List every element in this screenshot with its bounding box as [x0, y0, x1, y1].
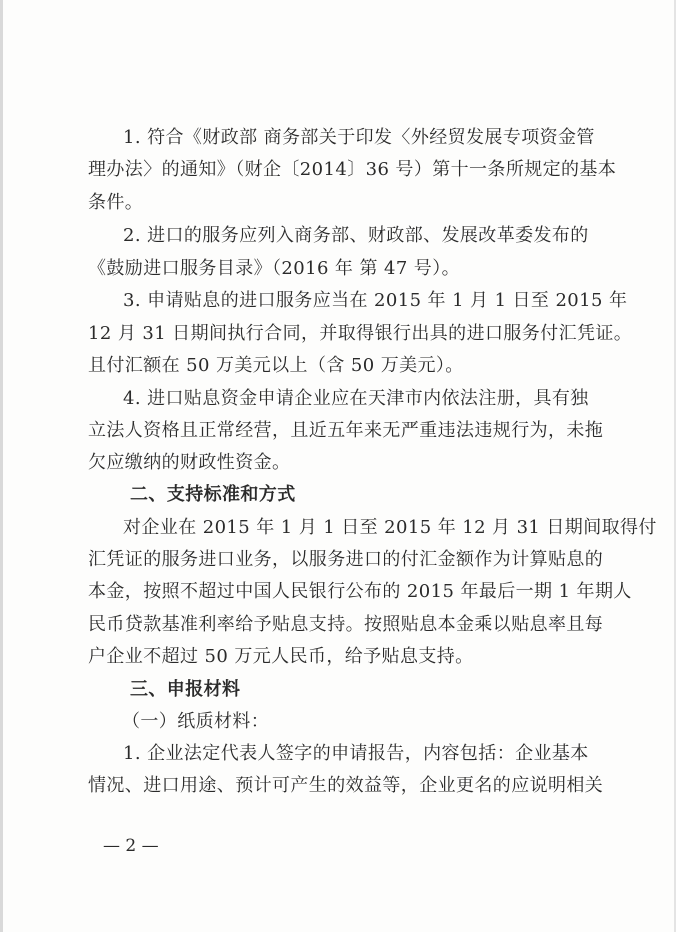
page-number: — 2 — [103, 836, 159, 856]
paragraph-line: 1. 企业法定代表人签字的申请报告，内容包括：企业基本 [123, 743, 589, 764]
paragraph-line: 1. 符合《财政部 商务部关于印发〈外经贸发展专项资金管 [123, 127, 595, 148]
paragraph-line: 本金，按照不超过中国人民银行公布的 2015 年最后一期 1 年期人 [88, 581, 632, 602]
paragraph-line: 《鼓励进口服务目录》（2016 年 第 47 号）。 [88, 258, 460, 279]
paragraph-line: 情况、进口用途、预计可产生的效益等，企业更名的应说明相关 [88, 775, 604, 796]
paragraph-line: 12 月 31 日期间执行合同，并取得银行出具的进口服务付汇凭证。 [88, 323, 633, 344]
paragraph-line: 欠应缴纳的财政性资金。 [88, 452, 291, 473]
paragraph-line: 3. 申请贴息的进口服务应当在 2015 年 1 月 1 日至 2015 年 [123, 290, 628, 311]
subsection-heading: （一）纸质材料： [122, 711, 270, 732]
paragraph-line: 且付汇额在 50 万美元以上（含 50 万美元）。 [88, 355, 464, 376]
section-heading: 三、申报材料 [130, 679, 241, 700]
scan-edge-left [0, 0, 3, 932]
paragraph-line: 汇凭证的服务进口业务，以服务进口的付汇金额作为计算贴息的 [88, 549, 604, 570]
paragraph-line: 民币贷款基准利率给予贴息支持。按照贴息本金乘以贴息率且每 [88, 614, 604, 635]
paragraph-line: 条件。 [88, 192, 144, 213]
paragraph-line: 对企业在 2015 年 1 月 1 日至 2015 年 12 月 31 日期间取得付 [123, 517, 657, 538]
paragraph-line: 理办法〉的通知》（财企〔2014〕36 号）第十一条所规定的基本 [88, 159, 617, 180]
paragraph-line: 4. 进口贴息资金申请企业应在天津市内依法注册，具有独 [123, 388, 589, 409]
paragraph-line: 立法人资格且正常经营，且近五年来无严重违法违规行为，未拖 [88, 420, 604, 441]
section-heading: 二、支持标准和方式 [130, 484, 296, 505]
paragraph-line: 户企业不超过 50 万元人民币，给予贴息支持。 [88, 646, 474, 667]
paragraph-line: 2. 进口的服务应列入商务部、财政部、发展改革委发布的 [123, 225, 589, 246]
